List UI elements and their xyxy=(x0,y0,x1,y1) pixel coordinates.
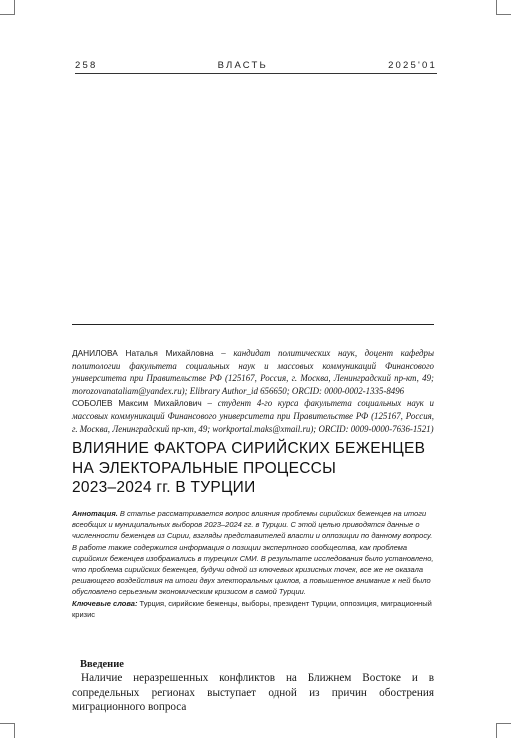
section-divider xyxy=(72,324,434,325)
keywords-text: Турция, сирийские беженцы, выборы, президент Турции, оппозиция, миграционный кризис xyxy=(72,598,432,619)
running-header xyxy=(75,60,437,71)
journal-name: ВЛАСТЬ xyxy=(217,60,268,71)
crop-mark-top-left xyxy=(0,0,15,15)
abstract-text: В статье рассматривается вопрос влияния проблемы сирийских беженцев на итоги всеобщих и муниципальных выборов 2023–2024 гг. в Турции. С этой целью приводятся данные о численности беженцев из Сирии, взгляды представителей власти и оппозиции по данному вопросу. В работе также содержится информация о позиции экспертного сообщества, как проблема сирийских беженцев изображались в турецких СМИ. В результате исследования было установлено, что проблема сирийских беженцев, будучи одной из ключевых кризисных точек, все же не оказала решающего воздействия на итоги двух электоральных циклов, а повышенное внимание к ней было обусловлено серьезным экономическим кризисом в самой Турции. xyxy=(72,509,434,597)
crop-mark-bottom-right xyxy=(496,723,511,738)
crop-mark-bottom-left xyxy=(0,723,15,738)
page-number: 258 xyxy=(75,60,98,71)
crop-mark-top-right xyxy=(496,0,511,15)
title-line: ВЛИЯНИЕ ФАКТОРА СИРИЙСКИХ БЕЖЕНЦЕВ xyxy=(72,440,426,457)
keywords-label: Ключевые слова: xyxy=(72,598,138,608)
author-details: – студент 4-го курса факультета социальных наук и массовых коммуникаций Финансового университета при Правительстве РФ (125167, Россия, г. Москва, Ленинградский пр-кт, 49; workportal.maks@xmail.ru); ORCID: 0009-0000-7636-1521) xyxy=(72,398,434,434)
header-rule xyxy=(75,73,437,74)
author-info xyxy=(72,347,434,435)
intro-heading: Введение xyxy=(80,659,124,670)
author-name: ДАНИЛОВА Наталья Михайловна xyxy=(72,348,214,358)
abstract-label: Аннотация. xyxy=(72,509,118,518)
author-details: – кандидат политических наук, доцент кафедры политологии факультета социальных наук и массовых коммуникаций Финансового университета при Правительстве РФ (125167, Россия, г. Москва, Ленинградский пр-кт, 49; morozovanataliam@yandex.ru); Elibrary Author_id 656650; ORCID: 0000-0002-1335-8496 xyxy=(72,348,434,396)
keywords-paragraph xyxy=(72,598,434,620)
abstract-paragraph xyxy=(72,508,434,598)
issue-number: 2025'01 xyxy=(388,60,437,71)
abstract xyxy=(72,508,434,620)
intro-text: Наличие неразрешенных конфликтов на Ближнем Востоке и в сопредельных регионах выступает одной из причин обострения миграционного вопроса xyxy=(72,672,434,714)
article-title xyxy=(72,439,434,498)
author-entry xyxy=(72,347,434,397)
author-entry xyxy=(72,397,434,435)
title-line: 2023–2024 гг. В ТУРЦИИ xyxy=(72,479,256,496)
title-line: НА ЭЛЕКТОРАЛЬНЫЕ ПРОЦЕССЫ xyxy=(72,459,337,477)
author-name: СОБОЛЕВ Максим Михайлович xyxy=(72,398,202,409)
